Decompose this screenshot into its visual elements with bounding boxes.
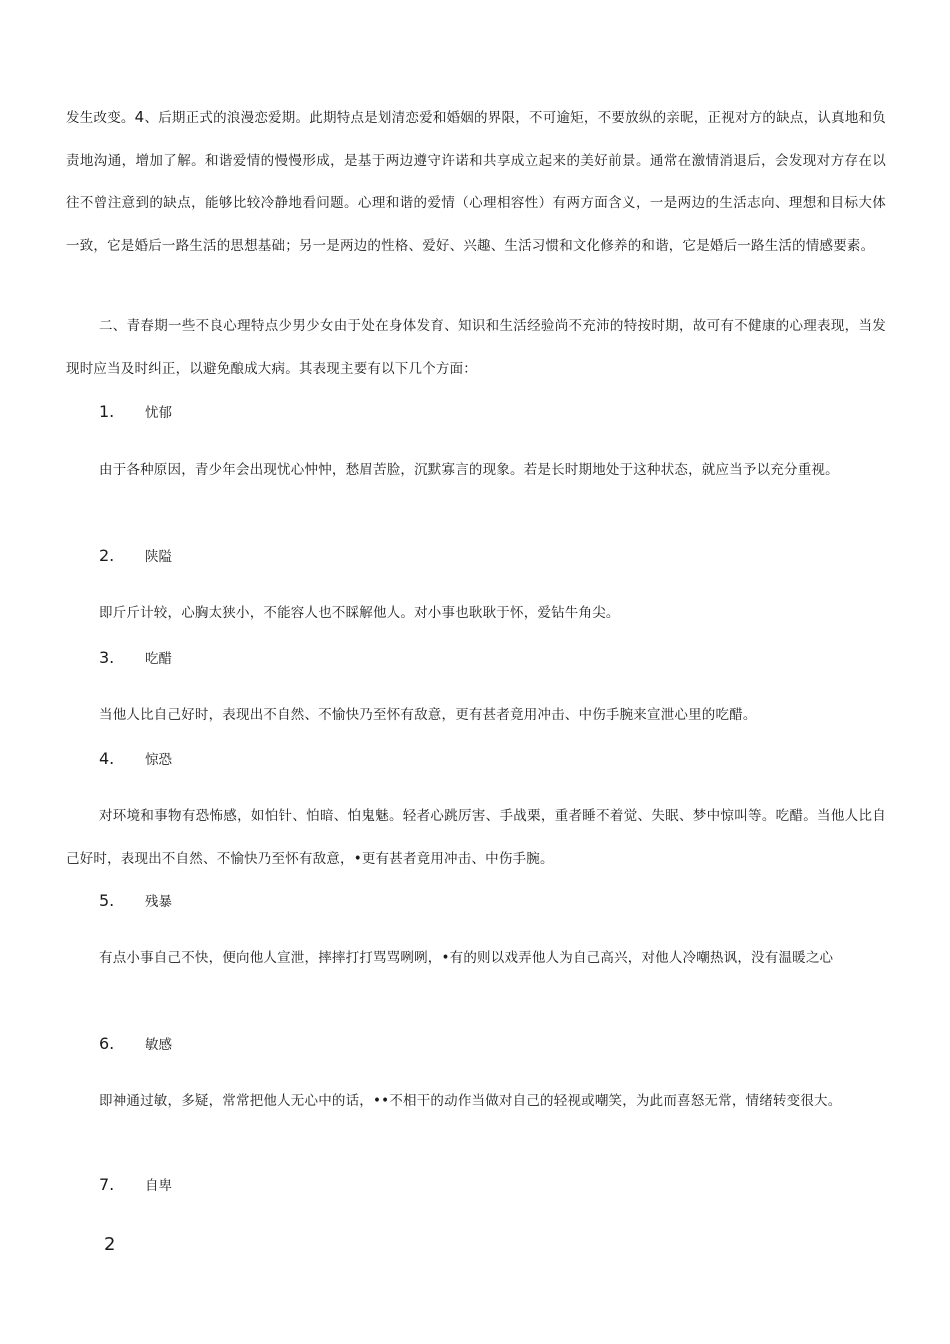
item-title: 惊恐 [145,752,172,768]
item-title: 自卑 [145,1178,172,1194]
item-heading-6 [99,1031,172,1055]
item-heading-1 [99,399,172,423]
item-number: 6. [99,1033,115,1053]
item-title: 敏感 [145,1037,172,1053]
item-number: 1. [99,401,115,421]
item-number: 2. [99,545,115,565]
intro-text-start: 发生改变。 [66,110,135,126]
item-heading-4 [99,746,172,770]
section2-intro-paragraph: 二、青春期一些不良心理特点少男少女由于处在身体发育、知识和生活经验尚不充沛的特按时期，故可有不健康的心理表现，当发现时应当及时纠正，以避免酿成大病。其表现主要有以下几个方面： [66,318,886,377]
item-title: 忧郁 [145,405,172,421]
item-heading-5 [99,888,172,912]
item-text-1: 由于各种原因，青少年会出现忧心忡忡，愁眉苦脸，沉默寡言的现象。若是长时期地处于这种状态，就应当予以充分重视。 [99,462,839,478]
item-text-3: 当他人比自己好时，表现出不自然、不愉快乃至怀有敌意，更有甚者竟用冲击、中伤手腕来宣泄心里的吃醋。 [99,707,757,723]
item-title: 陕隘 [145,549,172,565]
item-number: 7. [99,1174,115,1194]
item-text-4: 对环境和事物有恐怖感，如怕针、怕暗、怕鬼魅。轻者心跳厉害、手战栗，重者睡不着觉、失眠、梦中惊叫等。吃醋。当他人比自己好时，表现出不自然、不愉快乃至怀有敌意，•更有甚者竟用冲击、中伤手腕。 [66,808,886,867]
intro-paragraph [66,96,886,268]
intro-inline-number: 4 [134,108,145,126]
item-text-2: 即斤斤计较，心胸太狭小，不能容人也不睬解他人。对小事也耿耿于怀，爱钻牛角尖。 [99,605,620,621]
item-number: 5. [99,890,115,910]
item-heading-7 [99,1172,172,1196]
item-number: 4. [99,748,115,768]
item-text-5: 有点小事自己不快，便向他人宣泄，摔摔打打骂骂咧咧，•有的则以戏弄他人为自己高兴，对他人冷嘲热讽，没有温暖之心 [99,950,834,966]
item-title: 吃醋 [145,651,172,667]
item-title: 残暴 [145,894,172,910]
item-heading-2 [99,543,172,567]
item-text-6: 即神通过敏，多疑，常常把他人无心中的话，••不相干的动作当做对自己的轻视或嘲笑，为此而喜怒无常，情绪转变很大。 [99,1093,842,1109]
item-number: 3. [99,647,115,667]
intro-text-rest: 、后期正式的浪漫恋爱期。此期特点是划清恋爱和婚姻的界限，不可逾矩，不要放纵的亲昵，正视对方的缺点，认真地和负责地沟通，增加了解。和谐爱情的慢慢形成，是基于两边遵守许诺和共享成立起来的美好前景。通常在激情消退后，会发现对方存在以往不曾注意到的缺点，能够比较冷静地看问题。心理和谐的爱情（心理相容性）有两方面含义，一是两边的生活志向、理想和目标大体一致，它是婚后一路生活的思想基础；另一是两边的性格、爱好、兴趣、生活习惯和文化修养的和谐，它是婚后一路生活的情感要素。 [66,110,886,255]
page-number: 2 [104,1234,116,1255]
item-heading-3 [99,645,172,669]
